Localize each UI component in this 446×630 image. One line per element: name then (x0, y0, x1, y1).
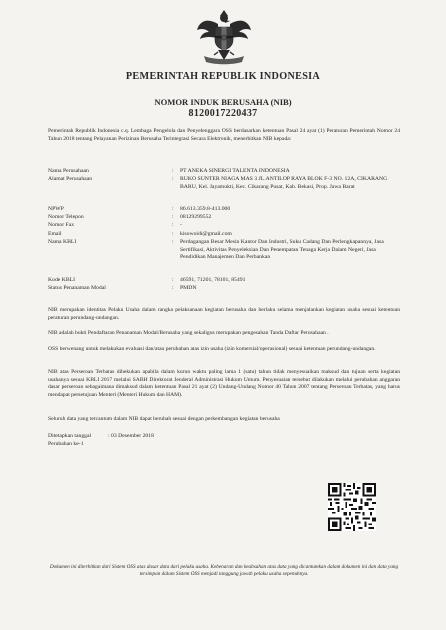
field-colon: : (172, 222, 174, 228)
field-colon: : (172, 285, 174, 291)
kbli-code-label: Kode KBLI (48, 277, 76, 283)
fax-value: - (180, 222, 182, 228)
paragraph-oss-authority: OSS berwenang untuk melakukan evaluasi dan/atau perubahan atas izin usaha (izin komersial/operasional) sesuai ketentuan perundang-undangan. (48, 346, 376, 352)
paragraph-data-change: Seluruh data yang tercantum dalam NIB dapat berubah sesuai dengan perkembangan kegiatan berusaha (48, 416, 280, 422)
kbli-name-label: Nama KBLI (48, 239, 77, 245)
company-address-value: RUKO SUNTER NIAGA MAS 3 JL.ANTILOP RAYA BLOK F-3 NO. 12A, CIKARANG BARU, Kel. Jayamukti, Kec. Cikarang Pusat, Kab. Bekasi, Prop. Jawa Barat (180, 176, 388, 190)
field-colon: : (172, 214, 174, 220)
email-value: kisowoidi@gmail.com (180, 231, 232, 237)
email-label: Email (48, 231, 62, 237)
qr-code-icon (328, 483, 376, 531)
npwp-value: 86.613.359.8-413.000 (180, 206, 231, 212)
paragraph-nib-registration: NIB adalah bukti Pendaftaran Penanaman Modal/Berusaha yang sekaligus merupakan pengesahan Tanda Daftar Perusahaan . (48, 330, 329, 336)
kbli-code-value: 46591, 71201, 78101, 85491 (180, 277, 246, 283)
kbli-name-value: Perdagangan Besar Mesin Kantor Dan Industri, Suku Cadang Dan Perlengkapannya, Jasa Sertifikasi, Aktivitas Penyeleksian Dan Penempatan Tenaga Kerja Dalam Negeri, Jasa Pendidikan Manajemen Dan Perbankan (180, 239, 384, 261)
government-title: PEMERINTAH REPUBLIK INDONESIA (125, 71, 321, 82)
npwp-label: NPWP (48, 206, 64, 212)
company-address-label: Alamat Perusahaan (48, 176, 93, 182)
field-colon: : (172, 277, 174, 283)
field-colon: : (172, 239, 174, 245)
paragraph-nib-freeze: NIB atas Perseroan Terbatas dibekukan apabila dalam kurun waktu paling lama 1 (satu) tahun tidak menyesuaikan maksud dan tujuan serta kegiatan usahanya sesuai KBLI 2017 melalui SABH Direktorat Jenderal Administrasi Hukum Umum. Penyesuaian tersebut dilakukan melalui perubahan anggaran dasar perseroan sebagaimana dimaksud dalam ketentuan Pasal 21 ayat (2) Undang-Undang Nomor 40 Tahun 2007 tentang Perseroan Terbatas, yang harus mendapat persetujuan Menteri (Menteri Hukum dan HAM). (48, 369, 400, 398)
field-colon: : (172, 206, 174, 212)
issued-date-label: Ditetapkan tanggal (48, 433, 92, 439)
field-colon: : (172, 176, 174, 182)
nib-title: NOMOR INDUK BERUSAHA (NIB) (154, 97, 292, 107)
issued-date-value: : 03 Desember 2018 (108, 433, 154, 439)
nib-number: 8120017220437 (188, 108, 258, 119)
fax-label: Nomor Fax (48, 222, 75, 228)
investment-status-value: PMDN (180, 285, 197, 291)
investment-status-label: Status Penanaman Modal (48, 285, 106, 291)
document-disclaimer-footer: Dokumen ini diterbitkan dari Sistem OSS atas dasar data dari pelaku usaha. Kebenaran dan keabsahan atas data yang dicantumkan dalam dokumen ini dan data yang tersimpan dalam Sistem OSS menjadi tanggung jawab pelaku usaha sepenuhnya. (49, 564, 399, 577)
phone-value: 08129299552 (180, 214, 212, 220)
field-colon: : (172, 168, 174, 174)
paragraph-nib-identity: NIB merupakan identitas Pelaku Usaha dalam rangka pelaksanaan kegiatan berusaha dan berlaku selama menjalankan kegiatan usaha sesuai ketentuan peraturan perundang-undangan. (48, 307, 400, 321)
company-name-value: PT ANEKA SINERGI TALENTA INDONESIA (180, 168, 290, 174)
company-name-label: Nama Perusahaan (48, 168, 89, 174)
garuda-pancasila-emblem-icon (196, 8, 252, 66)
field-colon: : (172, 231, 174, 237)
revision-label: Perubahan ke-1 (48, 441, 84, 447)
phone-label: Nomor Telepon (48, 214, 84, 220)
intro-paragraph: Pemerintah Republik Indonesia c.q. Lembaga Pengelola dan Penyelenggara OSS berdasarkan ketentuan Pasal 24 ayat (1) Peraturan Pemerintah Nomor 24 Tahun 2018 tentang Pelayanan Perizinan Berusaha Terintegrasi Secara Elektronik, menerbitkan NIB kepada: (48, 128, 400, 142)
